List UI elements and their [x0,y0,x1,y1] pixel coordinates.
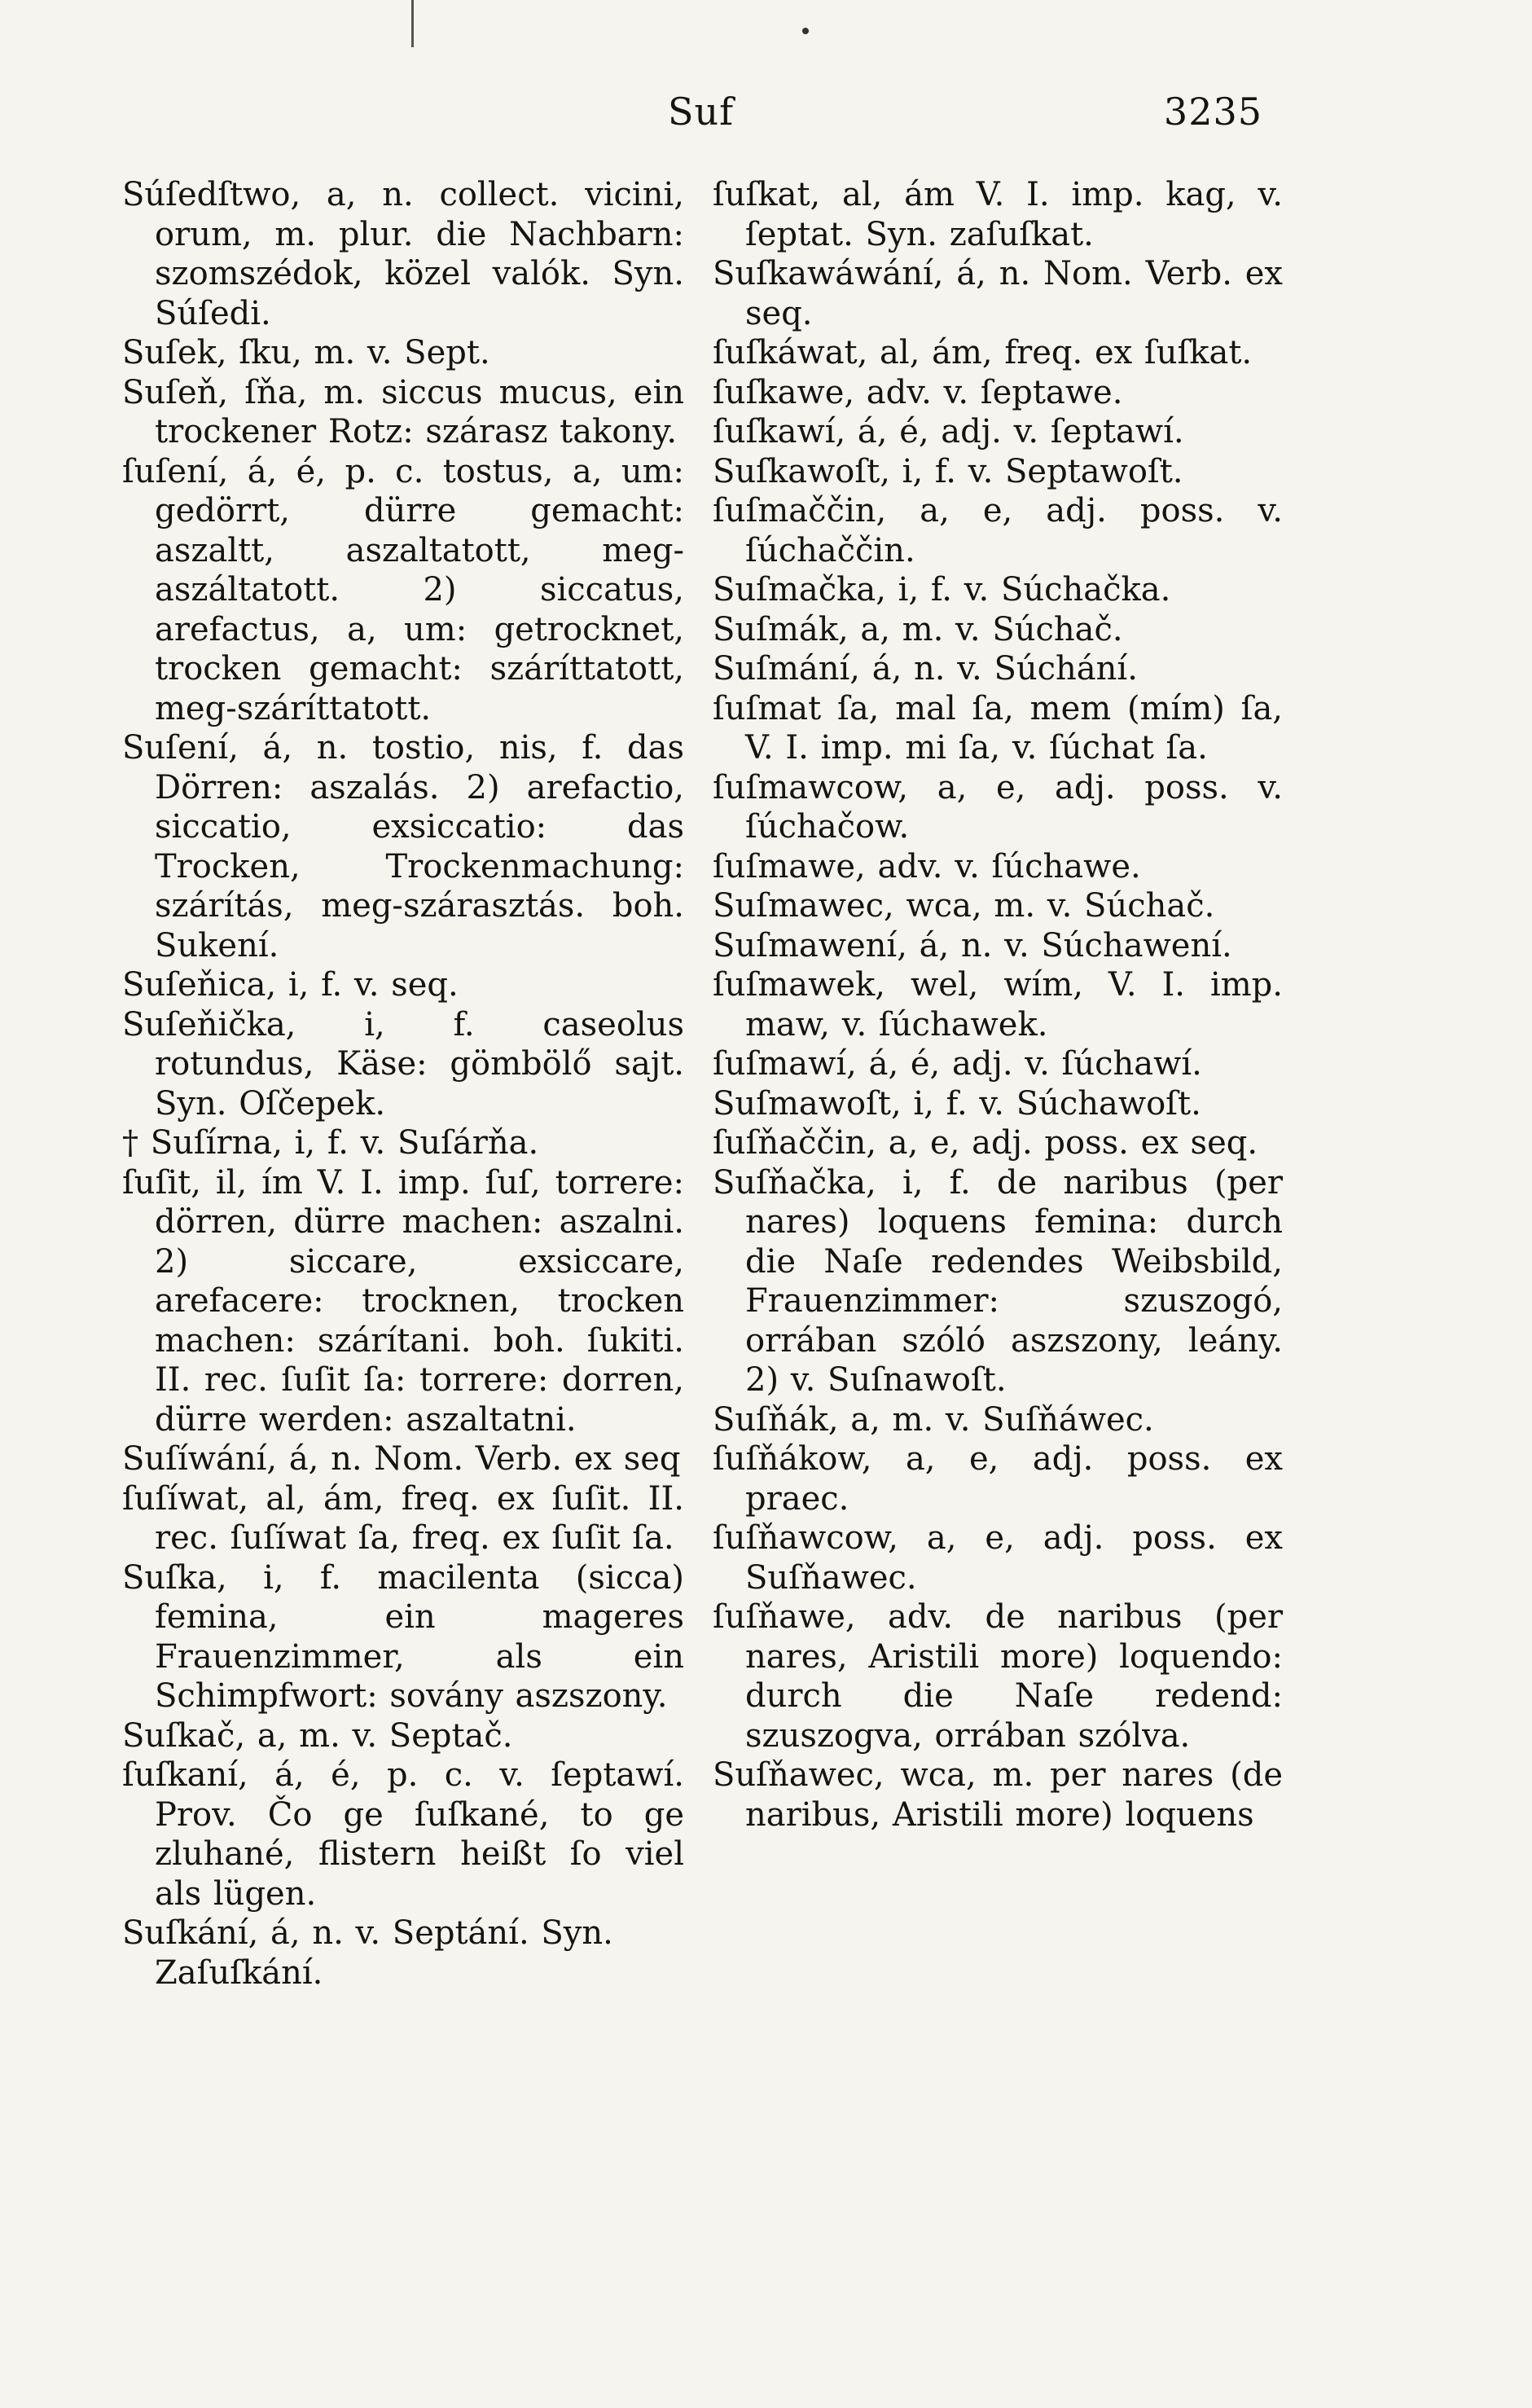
dictionary-entry: ſuſmawcow, a, e, adj. poss. v. ſúchačow. [713,768,1283,846]
page-number: 3235 [1163,90,1262,134]
dictionary-entry: † Suſírna, i, f. v. Suſárňa. [122,1124,539,1162]
dictionary-entry: Suſmawení, á, n. v. Súchawení. [713,926,1232,965]
dictionary-entry: ſuſkawí, á, é, adj. v. ſeptawí. [713,413,1184,450]
dictionary-entry: Suſkání, á, n. v. Septání. Syn. Zaſuſkání. [122,1914,613,1992]
dictionary-entry: Suſňawec, wca, m. per nares (de naribus, Aristili more) loquens [713,1756,1283,1834]
dictionary-entry: Suſkawáwání, á, n. Nom. Verb. ex seq. [713,255,1283,332]
dictionary-entry: ſuſit, il, ím V. I. imp. ſuſ, torrere: dörren, dürre machen: aszalni. 2) siccare, exsiccare, arefacere: trocknen, trocken machen: szárítani. boh. ſukiti. II. rec. ſuſit ſa: torrere: dorren, dürre werden: aszaltatni. [122,1163,684,1439]
dictionary-entry: Suſkač, a, m. v. Septač. [122,1716,513,1755]
dictionary-entry: ſuſmawí, á, é, adj. v. ſúchawí. [713,1045,1202,1083]
dictionary-entry: Suſíwání, á, n. Nom. Verb. ex seq [122,1440,681,1478]
dictionary-entry: Suſeňica, i, f. v. seq. [122,966,459,1004]
dictionary-entry: ſuſkawe, adv. v. ſeptawe. [713,373,1123,411]
dictionary-entry: Suſeňička, i, f. caseolus rotundus, Käse: gömbölő sajt. Syn. Oſčepek. [122,1005,684,1123]
right-column [713,175,1283,1835]
dictionary-entry: Suſmawoſt, i, f. v. Súchawoſt. [713,1084,1201,1123]
page-header [122,90,1262,138]
print-dot [802,28,809,34]
dictionary-entry: ſuſňaččin, a, e, adj. poss. ex seq. [713,1124,1258,1162]
dictionary-entry: Suſmání, á, n. v. Súchání. [713,650,1138,688]
dictionary-entry: Suſmačka, i, f. v. Súchačka. [713,571,1171,609]
dictionary-entry: ſuſňákow, a, e, adj. poss. ex praec. [713,1440,1283,1518]
dictionary-entry: ſuſmaččin, a, e, adj. poss. v. ſúchaččin. [713,492,1283,569]
print-mark [411,0,414,47]
dictionary-entry: Suſmák, a, m. v. Súchač. [713,610,1123,648]
dictionary-entry: ſuſíwat, al, ám, freq. ex ſuſit. II. rec. ſuſíwat ſa, freq. ex ſuſit ſa. [122,1479,684,1557]
dictionary-entry: Suſeň, ſňa, m. siccus mucus, ein trockener Rotz: szárasz takony. [122,373,684,450]
left-column [122,175,684,1993]
dictionary-entry: ſuſmawe, adv. v. ſúchawe. [713,847,1141,885]
dictionary-entry: ſuſňawe, adv. de naribus (per nares, Aristili more) loquendo: durch die Naſe redend: szuszogva, orrában szólva. [713,1598,1283,1755]
dictionary-entry: Suſek, ſku, m. v. Sept. [122,334,490,371]
dictionary-entry: ſuſmawek, wel, wím, V. I. imp. maw, v. ſúchawek. [713,966,1283,1044]
dictionary-entry: ſuſkat, al, ám V. I. imp. kag, v. ſeptat. Syn. zaſuſkat. [713,176,1283,253]
dictionary-entry: Súſedſtwo, a, n. collect. vicini, orum, m. plur. die Nachbarn: szomszédok, közel valók. Syn. Súſedi. [122,176,684,332]
dictionary-entry: Suſňačka, i, f. de naribus (per nares) loquens femina: durch die Naſe redendes Weibsbild, Frauenzimmer: szuszogó, orrában szóló aszszony, leány. 2) v. Suſnawoſt. [713,1163,1283,1399]
dictionary-entry: Suſkawoſt, i, f. v. Septawoſt. [713,452,1183,490]
dictionary-entry: Suſka, i, f. macilenta (sicca) femina, ein mageres Frauenzimmer, als ein Schimpfwort: sovány aszszony. [122,1558,684,1715]
dictionary-entry: ſuſmat ſa, mal ſa, mem (mím) ſa, V. I. imp. mi ſa, v. ſúchat ſa. [713,689,1283,767]
dictionary-entry: Suſmawec, wca, m. v. Súchač. [713,887,1215,925]
running-head: Suf [668,90,735,134]
dictionary-entry: Suſňák, a, m. v. Suſňáwec. [713,1400,1154,1439]
dictionary-entry: ſuſňawcow, a, e, adj. poss. ex Suſňawec. [713,1519,1283,1597]
dictionary-entry: ſuſkáwat, al, ám, freq. ex ſuſkat. [713,334,1253,371]
dictionary-entry: ſuſkaní, á, é, p. c. v. ſeptawí. Prov. Čo ge ſuſkané, to ge zluhané, flistern heißt ſo viel als lügen. [122,1756,684,1913]
dictionary-entry: Suſení, á, n. tostio, nis, f. das Dörren: aszalás. 2) arefactio, siccatio, exsiccatio: das Trocken, Trockenmachung: szárítás, meg-szárasztás. boh. Sukení. [122,729,684,965]
dictionary-entry: ſuſení, á, é, p. c. tostus, a, um: gedörrt, dürre gemacht: aszaltt, aszaltatott, meg-aszáltatott. 2) siccatus, arefactus, a, um: getrocknet, trocken gemacht: száríttatott, meg-száríttatott. [122,452,684,727]
